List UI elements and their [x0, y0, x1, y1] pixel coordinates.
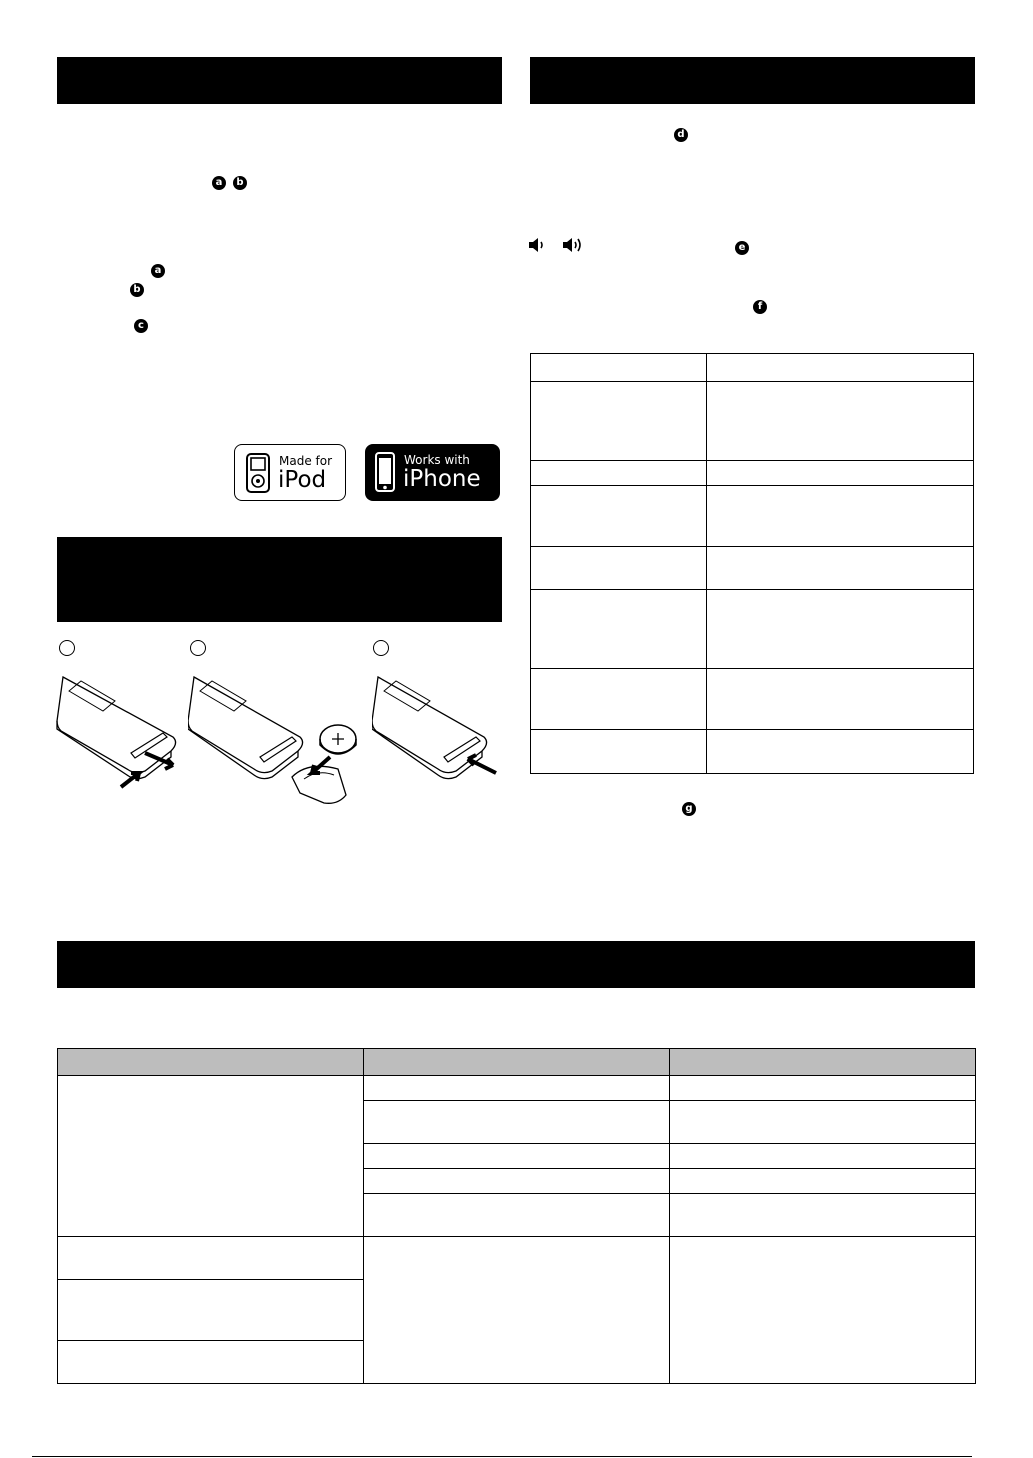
- marker-g: g: [682, 802, 696, 816]
- marker-a: a: [212, 176, 226, 190]
- coin-battery-icon: [320, 725, 356, 754]
- right-info-table: [530, 353, 974, 774]
- table-header-row: [58, 1049, 976, 1076]
- marker-d: d: [674, 128, 688, 142]
- made-for-ipod-logo: [234, 444, 346, 501]
- step-circle-2: [190, 640, 206, 656]
- table-row: [531, 486, 974, 547]
- logo-text-ipod: iPod: [278, 467, 327, 493]
- logo-text-works-with: Works with: [404, 453, 470, 467]
- table-row: [58, 1237, 976, 1280]
- table-row: [531, 547, 974, 590]
- marker-a: a: [151, 264, 165, 278]
- table-row: [531, 590, 974, 669]
- marker-b: b: [130, 283, 144, 297]
- step-circle-3: [373, 640, 389, 656]
- footer-rule: [32, 1456, 972, 1457]
- remote-illustration-step3: [372, 665, 507, 800]
- table-row: [58, 1076, 976, 1101]
- section-header-bar: [530, 57, 975, 104]
- logo-text-iphone: iPhone: [403, 466, 481, 492]
- table-row: [531, 461, 974, 486]
- works-with-iphone-logo: [365, 444, 500, 501]
- marker-e: e: [735, 241, 749, 255]
- iphone-device-icon: [375, 452, 395, 492]
- ipod-device-icon: [246, 453, 270, 493]
- remote-control-icon: [188, 677, 303, 779]
- marker-c: c: [134, 319, 148, 333]
- volume-down-icon: [528, 238, 548, 252]
- remote-control-icon: [57, 677, 176, 779]
- section-header-bar: [57, 941, 975, 988]
- marker-b: b: [233, 176, 247, 190]
- remote-illustration-step2: [188, 665, 363, 815]
- logo-text-made-for: Made for: [279, 454, 333, 468]
- remote-illustration-step1: [55, 665, 190, 800]
- table-row: [531, 730, 974, 774]
- marker-f: f: [753, 300, 767, 314]
- section-header-bar: [57, 57, 502, 104]
- section-header-bar: [57, 537, 502, 622]
- arrow-icon: [121, 773, 139, 787]
- remote-control-icon: [372, 677, 487, 779]
- table-row: [531, 382, 974, 461]
- volume-up-icon: [562, 238, 586, 252]
- table-row: [531, 354, 974, 382]
- table-row: [531, 669, 974, 730]
- bottom-troubleshooting-table: [57, 1048, 976, 1384]
- step-circle-1: [59, 640, 75, 656]
